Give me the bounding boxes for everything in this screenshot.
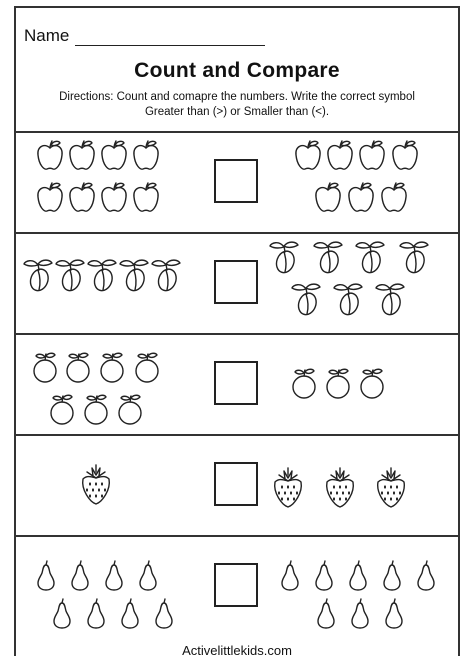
pear-icon bbox=[350, 561, 366, 590]
apple-icon bbox=[360, 141, 384, 169]
plum-icon bbox=[24, 260, 52, 293]
pear-icon bbox=[88, 599, 104, 628]
pear-icon bbox=[122, 599, 138, 628]
strawberry-icon bbox=[275, 468, 302, 507]
pear-icon bbox=[316, 561, 332, 590]
apple-icon bbox=[102, 183, 126, 211]
pear-icon bbox=[156, 599, 172, 628]
apple-icon bbox=[296, 141, 320, 169]
plum-icon bbox=[356, 242, 384, 275]
page-title: Count and Compare bbox=[134, 59, 340, 82]
orange-icon bbox=[293, 369, 315, 398]
orange-icon bbox=[327, 369, 349, 398]
apple-icon bbox=[393, 141, 417, 169]
orange-icon bbox=[85, 395, 107, 424]
directions-line-1: Directions: Count and comapre the numbers. Write the correct symbol bbox=[59, 91, 415, 103]
answer-box[interactable] bbox=[214, 260, 258, 304]
strawberry-icon bbox=[83, 465, 110, 504]
plum-icon bbox=[270, 242, 298, 275]
compare-row-apples bbox=[14, 131, 460, 232]
plum-icon bbox=[56, 260, 84, 293]
apple-icon bbox=[382, 183, 406, 211]
orange-icon bbox=[101, 353, 123, 382]
name-field[interactable] bbox=[75, 31, 265, 46]
footer-website: Activelittlekids.com bbox=[182, 643, 292, 658]
pear-icon bbox=[54, 599, 70, 628]
apple-icon bbox=[38, 183, 62, 211]
orange-icon bbox=[119, 395, 141, 424]
answer-box[interactable] bbox=[214, 361, 258, 405]
pear-icon bbox=[352, 599, 368, 628]
compare-row-pears bbox=[14, 535, 460, 636]
orange-icon bbox=[34, 353, 56, 382]
compare-row-plums bbox=[14, 232, 460, 333]
orange-icon bbox=[67, 353, 89, 382]
apple-icon bbox=[316, 183, 340, 211]
orange-icon bbox=[136, 353, 158, 382]
pear-icon bbox=[318, 599, 334, 628]
plum-icon bbox=[314, 242, 342, 275]
pear-icon bbox=[418, 561, 434, 590]
pear-icon bbox=[384, 561, 400, 590]
compare-row-strawberries bbox=[14, 434, 460, 535]
pear-icon bbox=[72, 561, 88, 590]
compare-row-oranges bbox=[14, 333, 460, 434]
apple-icon bbox=[38, 141, 62, 169]
name-row bbox=[24, 26, 265, 46]
plum-icon bbox=[334, 284, 362, 317]
apple-icon bbox=[349, 183, 373, 211]
orange-icon bbox=[361, 369, 383, 398]
strawberry-icon bbox=[378, 468, 405, 507]
apple-icon bbox=[102, 141, 126, 169]
pear-icon bbox=[38, 561, 54, 590]
answer-box[interactable] bbox=[214, 462, 258, 506]
plum-icon bbox=[376, 284, 404, 317]
pear-icon bbox=[386, 599, 402, 628]
answer-box[interactable] bbox=[214, 563, 258, 607]
pear-icon bbox=[282, 561, 298, 590]
pear-icon bbox=[140, 561, 156, 590]
compare-rows bbox=[14, 131, 460, 636]
name-label: Name bbox=[24, 26, 70, 45]
plum-icon bbox=[88, 260, 116, 293]
apple-icon bbox=[134, 141, 158, 169]
strawberry-icon bbox=[327, 468, 354, 507]
apple-icon bbox=[134, 183, 158, 211]
directions-line-2: Greater than (>) or Smaller than (<). bbox=[144, 106, 330, 118]
apple-icon bbox=[328, 141, 352, 169]
plum-icon bbox=[292, 284, 320, 317]
answer-box[interactable] bbox=[214, 159, 258, 203]
plum-icon bbox=[152, 260, 180, 293]
apple-icon bbox=[70, 141, 94, 169]
apple-icon bbox=[70, 183, 94, 211]
plum-icon bbox=[400, 242, 428, 275]
plum-icon bbox=[120, 260, 148, 293]
pear-icon bbox=[106, 561, 122, 590]
orange-icon bbox=[51, 395, 73, 424]
